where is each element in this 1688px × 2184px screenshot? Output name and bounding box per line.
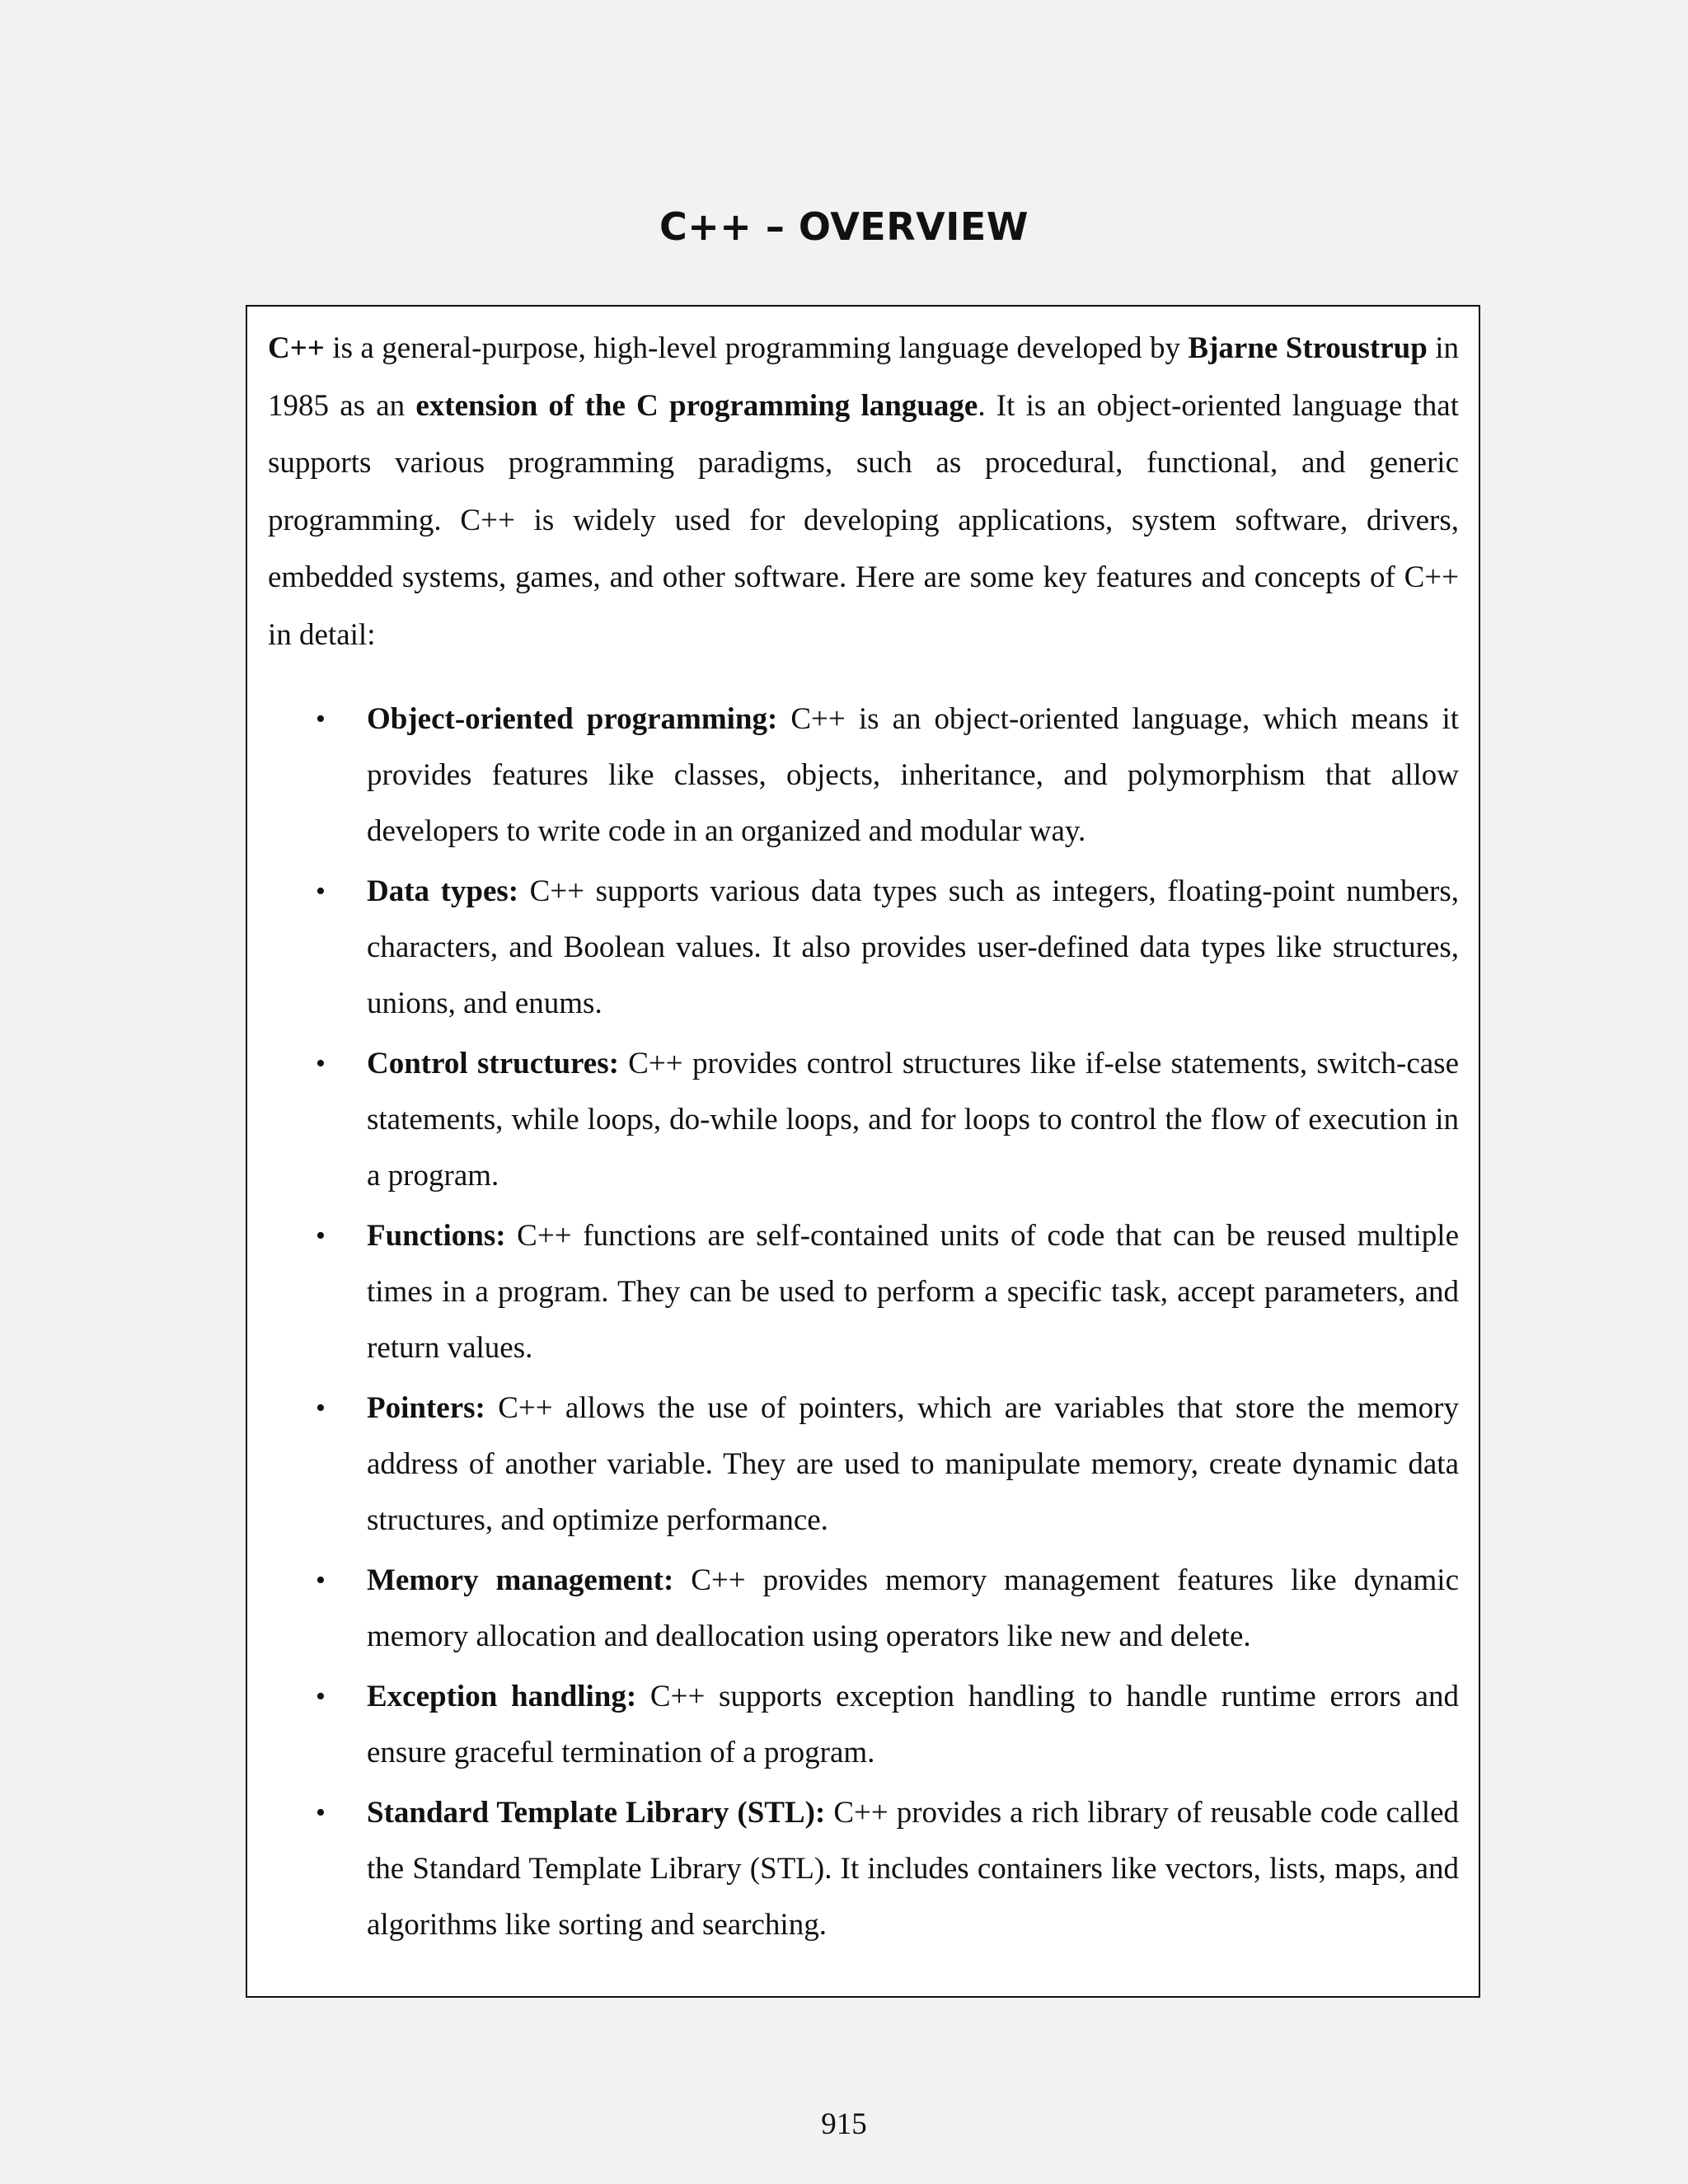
feature-text: C++ supports exception handling to handle runtime errors and ensure graceful termination of a program.: [367, 1680, 1459, 1769]
bullet-icon: •: [316, 1681, 326, 1712]
bullet-icon: •: [316, 1565, 326, 1596]
feature-term: Data types:: [367, 874, 519, 908]
feature-text: C++ supports various data types such as integers, floating-point numbers, characters, and Boolean values. It also provides user-defined data types like structures, unions, and enums.: [367, 874, 1459, 1020]
intro-cpp-term: C++: [268, 331, 325, 365]
feature-item-exception-handling: [268, 1669, 1459, 1781]
feature-list: [268, 691, 1459, 1953]
feature-text: C++ provides memory management features like dynamic memory allocation and deallocation using operators like new and delete.: [367, 1563, 1459, 1653]
feature-item-data-types: [268, 864, 1459, 1032]
feature-item-stl: [268, 1785, 1459, 1953]
feature-item-memory-management: [268, 1553, 1459, 1665]
intro-text-1: is a general-purpose, high-level programming language developed by: [324, 331, 1189, 365]
feature-term: Control structures:: [367, 1047, 619, 1080]
feature-term: Functions:: [367, 1219, 506, 1253]
bullet-icon: •: [316, 1221, 326, 1251]
intro-paragraph: [268, 320, 1459, 663]
feature-term: Exception handling:: [367, 1680, 637, 1713]
feature-item-functions: [268, 1208, 1459, 1376]
feature-text: C++ functions are self-contained units of code that can be reused multiple times in a program. They can be used to perform a specific task, accept parameters, and return values.: [367, 1219, 1459, 1365]
feature-text: C++ provides control structures like if-else statements, switch-case statements, while loops, do-while loops, and for loops to control the flow of execution in a program.: [367, 1047, 1459, 1193]
page-number: 915: [821, 2107, 867, 2141]
content-box: [246, 305, 1480, 1998]
bullet-icon: •: [316, 1797, 326, 1828]
feature-text: C++ provides a rich library of reusable code called the Standard Template Library (STL). It includes containers like vectors, lists, maps, and algorithms like sorting and searching.: [367, 1796, 1460, 1942]
intro-author: Bjarne Stroustrup: [1188, 331, 1428, 365]
feature-term: Object-oriented programming:: [367, 702, 778, 736]
feature-item-pointers: [268, 1380, 1459, 1549]
intro-text-3: . It is an object-oriented language that supports various programming paradigms, such as procedural, functional, and generic programming. C++ is widely used for developing applications, system software, drivers, embedded systems, games, and other software. Here are some key features and concepts of C++ in detail:: [268, 388, 1459, 652]
intro-extension-phrase: extension of the C programming language: [415, 388, 978, 423]
intro-text-2: in 1985 as an: [268, 331, 1460, 423]
bullet-icon: •: [316, 704, 326, 734]
bullet-icon: •: [316, 1393, 326, 1423]
bullet-icon: •: [316, 876, 326, 907]
feature-text: C++ is an object-oriented language, which means it provides features like classes, objects, inheritance, and polymorphism that allow developers to write code in an organized and modular way.: [367, 702, 1459, 848]
feature-term: Standard Template Library (STL):: [367, 1796, 826, 1830]
feature-term: Pointers:: [367, 1391, 485, 1425]
bullet-icon: •: [316, 1048, 326, 1079]
feature-item-object-oriented: [268, 691, 1459, 860]
feature-term: Memory management:: [367, 1563, 674, 1597]
page-title: C++ – OVERVIEW: [659, 204, 1029, 249]
feature-item-control-structures: [268, 1036, 1459, 1204]
feature-text: C++ allows the use of pointers, which are variables that store the memory address of another variable. They are used to manipulate memory, create dynamic data structures, and optimize performance.: [367, 1391, 1459, 1537]
